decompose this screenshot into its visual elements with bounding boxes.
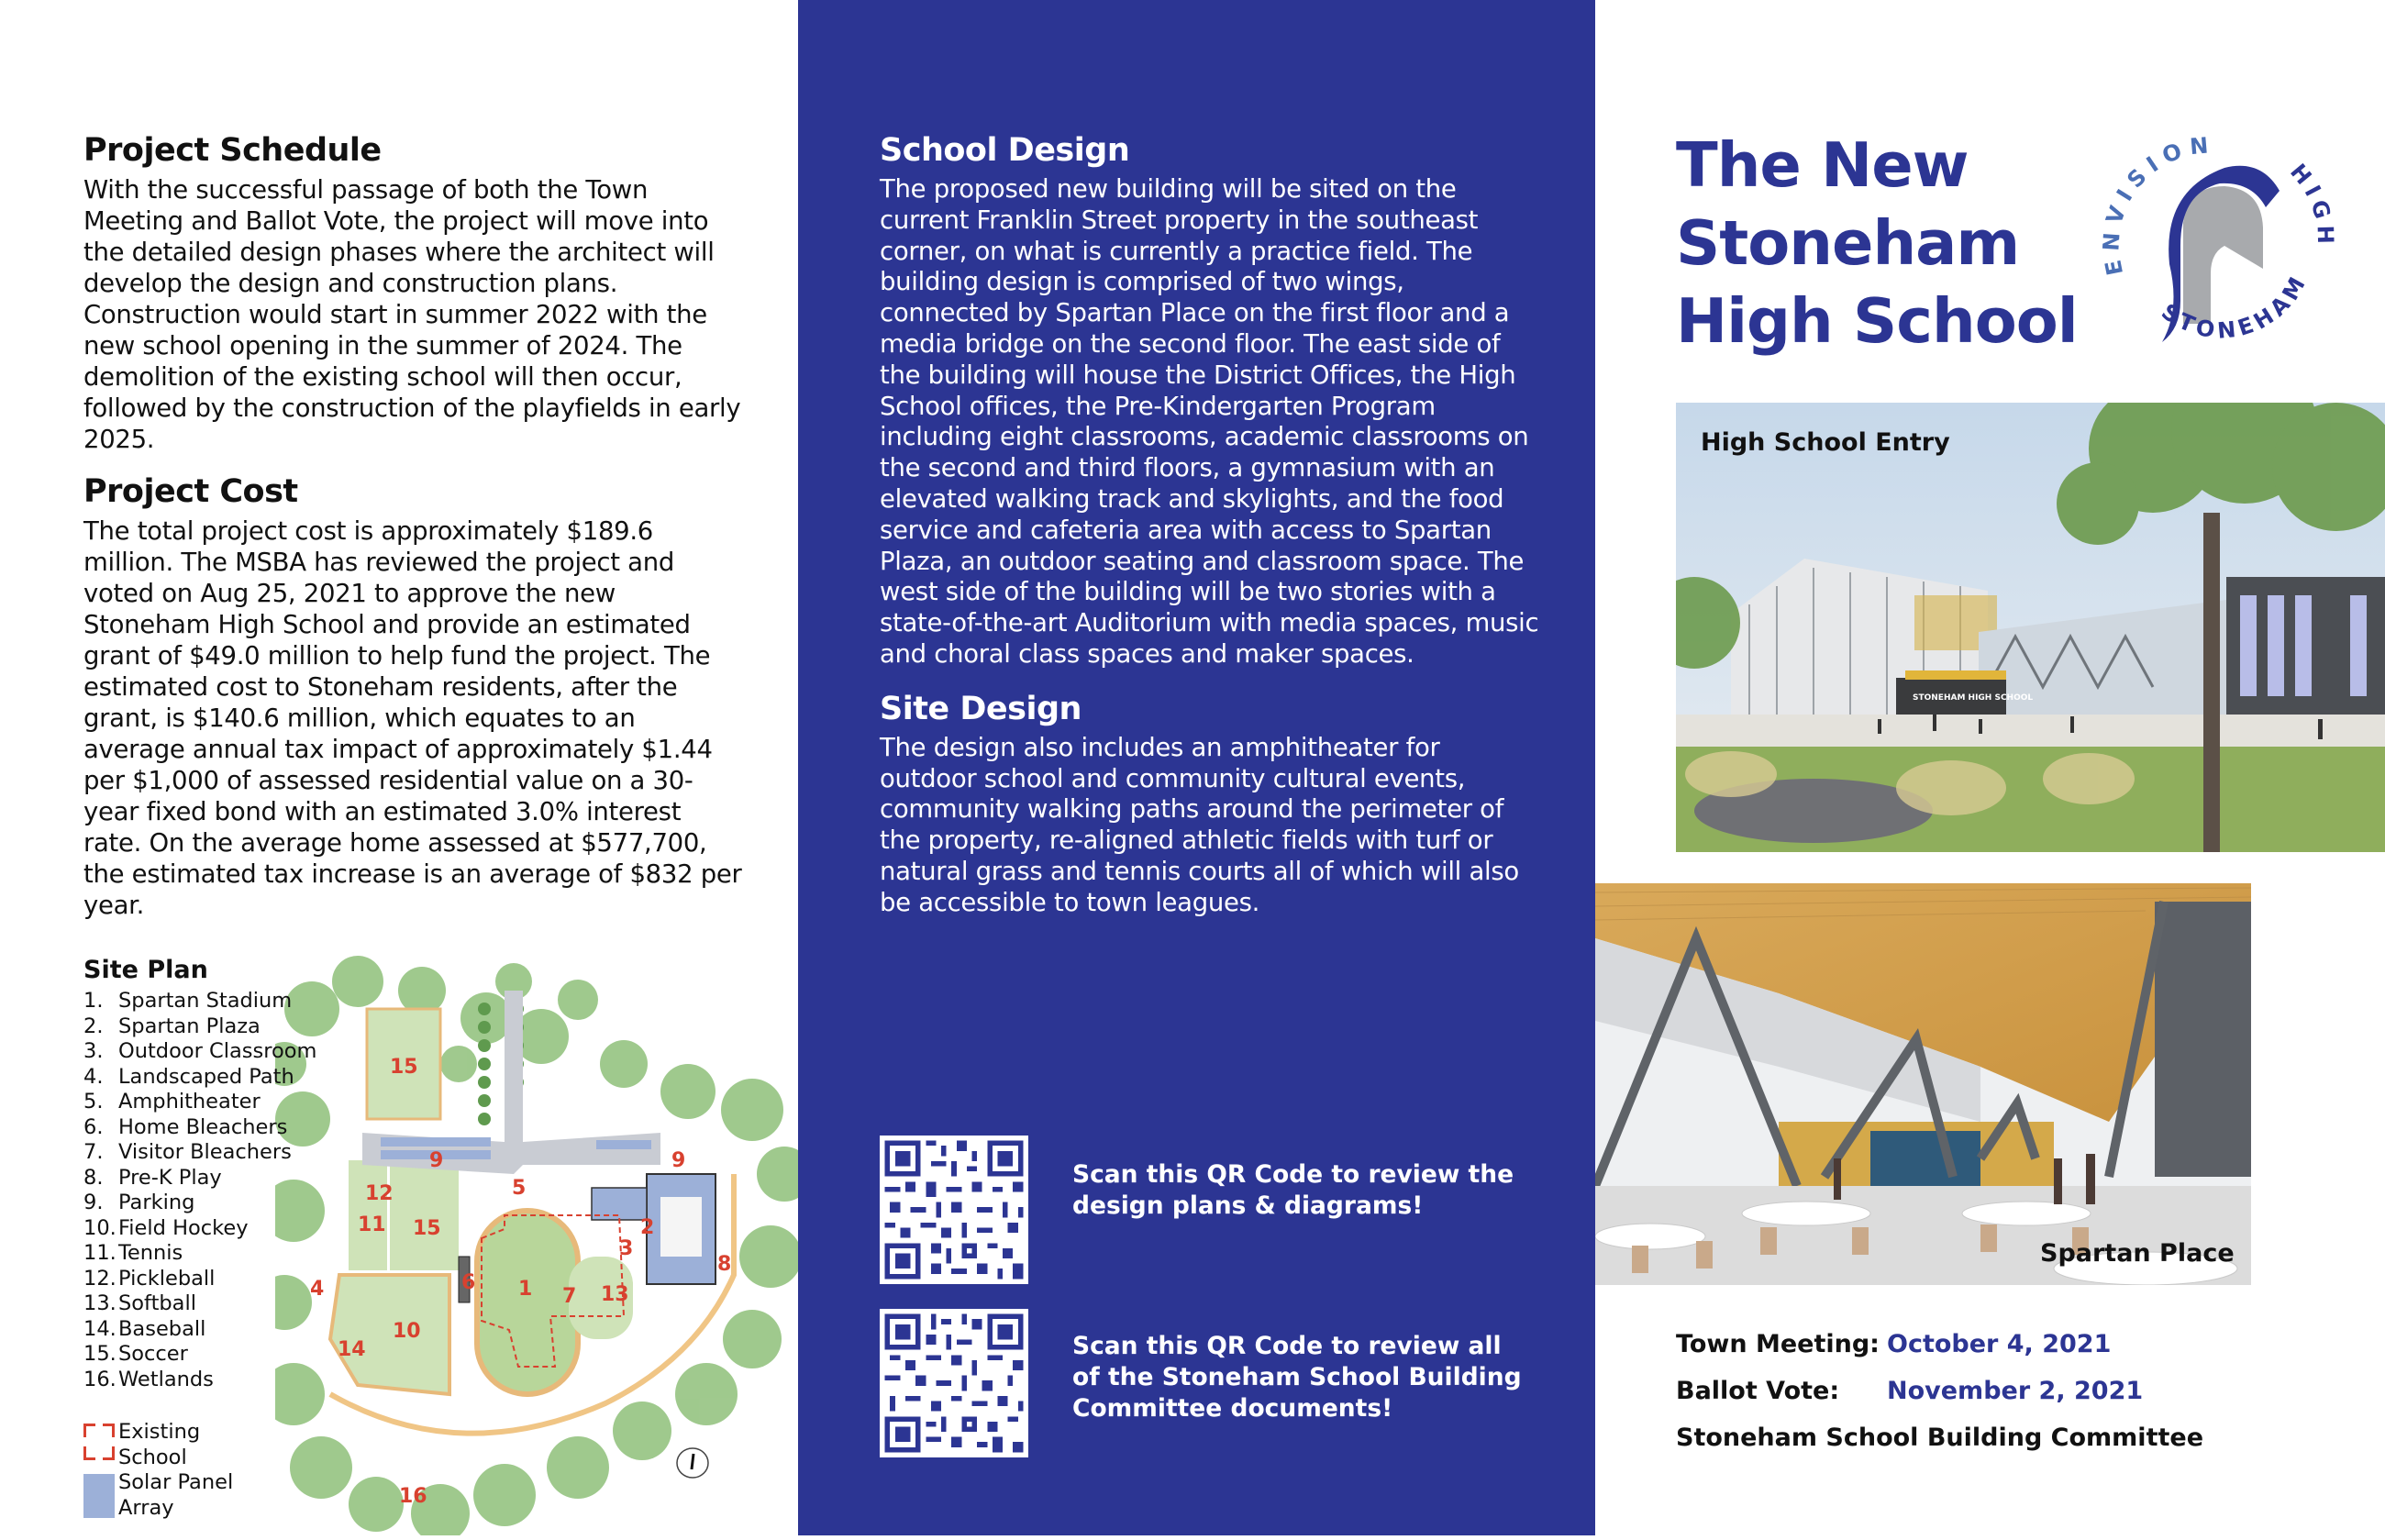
school-design-body: The proposed new building will be sited on the current Franklin Street property in the southeast corner, on what is currently a practice field. The building design is comprised of two wings, connected by Spartan Place on the first floor and a media bridge on the second floor. The east side of the building will house the District Offices, the High School offices, the Pre-Kindergarten Program including eight classrooms, academic classrooms on the second and third floors, a gymnasium with an elevated walking track and skylights, and the food service and cafeteria area with access to Spartan Plaza, an outdoor seating and classroom space. The west side of the building will be two stories with a state-of-the-art Auditorium with media spaces, music and choral class spaces and maker spaces. — [880, 174, 1539, 669]
site-plan-item: 7. Visitor Bleachers — [83, 1140, 292, 1164]
project-cost-section — [83, 473, 744, 921]
site-plan-symbol-legend — [83, 1420, 233, 1521]
middle-column — [880, 132, 1540, 919]
site-plan-item: 12.Pickleball — [83, 1266, 216, 1291]
svg-text:HIGH: HIGH — [2285, 159, 2339, 250]
svg-text:8: 8 — [717, 1253, 732, 1276]
site-plan-item: 3. Outdoor Classroom — [83, 1039, 317, 1063]
photo-caption-spartan-place: Spartan Place — [2040, 1239, 2235, 1268]
svg-text:16: 16 — [399, 1485, 427, 1508]
svg-text:2: 2 — [640, 1216, 655, 1239]
project-cost-heading: Project Cost — [83, 473, 298, 510]
svg-text:15: 15 — [413, 1217, 441, 1240]
site-plan-item: 9. Parking — [83, 1191, 195, 1214]
svg-text:13: 13 — [601, 1283, 629, 1306]
svg-text:7: 7 — [562, 1285, 577, 1308]
brochure-title: The New Stoneham High School — [1676, 129, 2078, 357]
site-plan-item: 1. Spartan Stadium — [83, 989, 293, 1013]
envision-stoneham-high-logo — [2096, 136, 2344, 356]
site-design-heading: Site Design — [880, 690, 1082, 727]
existing-school-outline-icon — [83, 1420, 115, 1464]
site-plan-item: 10.Field Hockey — [83, 1215, 249, 1240]
svg-text:4: 4 — [310, 1278, 325, 1301]
svg-text:15: 15 — [390, 1056, 418, 1079]
north-arrow-icon — [677, 1448, 708, 1478]
site-plan-legend-list — [83, 989, 316, 1392]
site-plan-item: 5. Amphitheater — [83, 1090, 261, 1113]
svg-text:3: 3 — [619, 1237, 634, 1260]
site-plan-item: 11.Tennis — [83, 1241, 183, 1265]
qr-caption-committee-documents: Scan this QR Code to review all of the Stoneham School Building Committee documents! — [1072, 1332, 1522, 1423]
solar-panel-swatch-icon — [83, 1474, 115, 1518]
svg-text:12: 12 — [365, 1182, 394, 1205]
school-design-heading: School Design — [880, 132, 1130, 169]
qr-row-committee-documents — [880, 1309, 1522, 1457]
photo-caption-high-school-entry: High School Entry — [1701, 428, 1950, 457]
svg-text:STONEHAM HIGH SCHOOL: STONEHAM HIGH SCHOOL — [1913, 693, 2034, 703]
project-schedule-body: With the successful passage of both the Town Meeting and Ballot Vote, the project will move into the detailed design phases where the architect will develop the design and construction plans. Construction would start in summer 2022 with the new school opening in the summer of 2024. The demolition of the existing school will then occur, followed by the construction of the playfields in early 2025. — [83, 175, 741, 454]
key-dates — [1676, 1321, 2203, 1461]
svg-text:9: 9 — [671, 1149, 686, 1172]
legend-solar-panel: Solar Panel Array — [83, 1470, 233, 1521]
site-plan-item: 13.Softball — [83, 1291, 196, 1315]
svg-text:1: 1 — [518, 1278, 533, 1301]
qr-row-design-plans — [880, 1136, 1522, 1284]
left-column — [83, 132, 744, 921]
site-design-section — [880, 691, 1540, 919]
photo-spartan-place — [1595, 883, 2251, 1285]
qr-caption-design-plans: Scan this QR Code to review the design plans & diagrams! — [1072, 1160, 1514, 1220]
svg-text:14: 14 — [338, 1338, 366, 1361]
site-plan-map — [275, 954, 798, 1535]
school-design-section — [880, 132, 1540, 670]
site-plan-item: 16.Wetlands — [83, 1367, 214, 1391]
site-design-body: The design also includes an amphitheater for outdoor school and community cultural events, community walking paths around the perimeter of the property, re-aligned athletic fields with turf or natural grass and tennis courts all of which will also be accessible to town leagues. — [880, 732, 1519, 917]
site-plan-item: 4. Landscaped Path — [83, 1064, 294, 1089]
svg-text:STONEHAM: STONEHAM — [2157, 269, 2313, 344]
date-row-town-meeting: Town Meeting: October 4, 2021 — [1676, 1330, 2112, 1358]
date-row-ballot-vote: Ballot Vote: November 2, 2021 — [1676, 1377, 2144, 1405]
site-plan-item: 14.Baseball — [83, 1316, 206, 1341]
logo-text-envision: ENVISION — [2098, 136, 2217, 278]
committee-name: Stoneham School Building Committee — [1676, 1424, 2204, 1452]
site-plan-item: 15.Soccer — [83, 1342, 188, 1366]
svg-text:9: 9 — [429, 1149, 444, 1172]
qr-code-icon[interactable] — [880, 1136, 1028, 1284]
project-schedule-section — [83, 132, 744, 455]
qr-code-icon[interactable] — [880, 1309, 1028, 1457]
svg-text:10: 10 — [393, 1320, 421, 1343]
svg-text:11: 11 — [358, 1213, 386, 1236]
project-schedule-heading: Project Schedule — [83, 132, 382, 169]
svg-text:6: 6 — [461, 1271, 476, 1294]
site-plan-item: 6. Home Bleachers — [83, 1114, 288, 1139]
svg-text:5: 5 — [512, 1177, 527, 1200]
site-plan-title: Site Plan — [83, 956, 208, 984]
site-plan-item: 8. Pre-K Play — [83, 1165, 222, 1190]
photo-high-school-entry — [1676, 403, 2385, 852]
project-cost-body: The total project cost is approximately $189.6 million. The MSBA has reviewed the project and voted on Aug 25, 2021 to approve the new Stoneham High School and provide an estimated grant of $49.0 million to help fund the project. The estimated cost to Stoneham residents, after the grant, is $140.6 million, which equates to an average annual tax impact of approximately $1.44 per $1,000 of assessed residential value on a 30-year fixed bond with an estimated 3.0% interest rate. On the average home assessed at $577,700, the estimated tax increase is an average of $832 per year. — [83, 516, 742, 920]
site-plan-item: 2. Spartan Plaza — [83, 1014, 261, 1038]
legend-existing-school: Existing School — [83, 1420, 233, 1470]
